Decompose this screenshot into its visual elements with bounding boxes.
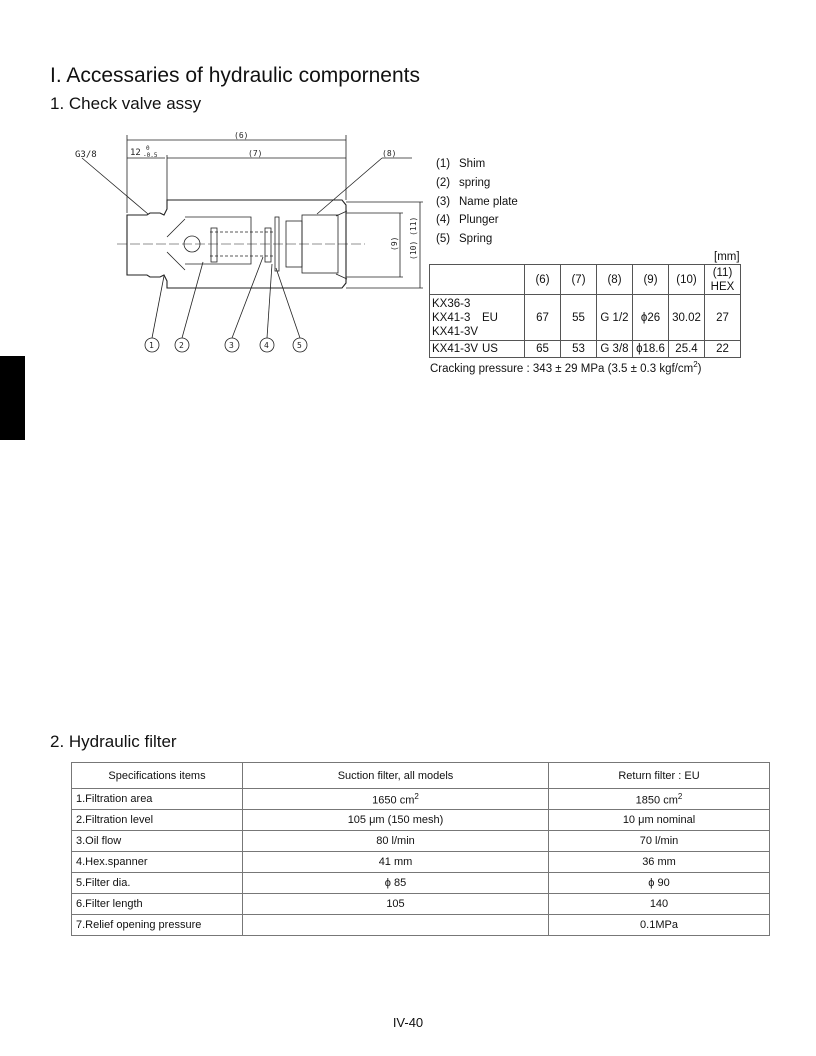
page-number: IV-40 [392, 1015, 424, 1030]
callout-circles [145, 338, 307, 352]
tol-upper: 0 [146, 145, 150, 152]
part-item: (3) Name plate [436, 195, 518, 208]
section1-heading: 1. Check valve assy [50, 94, 202, 113]
part-item: (4) Plunger [436, 214, 499, 227]
callout-2: 2 [179, 341, 184, 350]
dim-12: 12 [130, 148, 141, 158]
thread-label: G3/8 [75, 150, 97, 160]
callout-5: 5 [297, 341, 302, 350]
table-row: 2.Filtration level 105 μm (150 mesh) 10 μm nominal [72, 810, 770, 831]
dim-6-label: (6) [234, 131, 249, 140]
dim-8-label: (8) [382, 149, 397, 158]
part-item: (5) Spring [436, 233, 493, 246]
callout-1: 1 [149, 341, 154, 350]
unit-label: [mm] [714, 251, 740, 263]
tol-lower: -0.5 [143, 152, 158, 159]
section2-heading: 2. Hydraulic filter [50, 732, 177, 751]
table-row: 7.Relief opening pressure 0.1MPa [72, 915, 770, 936]
page-title: I. Accessaries of hydraulic compornents [50, 64, 421, 87]
table-row: KX36-3 KX41-3 EU KX41-3V 67 55 G 1/2 ϕ26 30.02 27 [430, 295, 741, 341]
table-row: 4.Hex.spanner 41 mm 36 mm [72, 852, 770, 873]
section-tab-marker [0, 356, 25, 440]
cracking-pressure-note: Cracking pressure : 343 ± 29 MPa (3.5 ± 0.3 kgf/$cm^2$) [430, 360, 702, 375]
callout-4: 4 [264, 341, 269, 350]
dim-7-label: (7) [248, 149, 263, 158]
dim-10-11-label: (10) (11) [409, 216, 418, 260]
filter-spec-table [71, 762, 770, 936]
part-item: (2) spring [436, 176, 491, 189]
table-header-row: Specifications items Suction filter, all models Return filter : EU [72, 763, 770, 789]
table-row: 5.Filter dia. ϕ 85 ϕ 90 [72, 873, 770, 894]
callout-3: 3 [229, 341, 234, 350]
table-header-row: (6) (7) (8) (9) (10) (11) HEX [430, 265, 741, 295]
table-row: KX41-3V US 65 53 G 3/8 ϕ18.6 25.4 22 [430, 341, 741, 358]
parts-list [436, 155, 518, 249]
table-row: 6.Filter length 105 140 [72, 894, 770, 915]
dimension-table [429, 264, 741, 358]
check-valve-drawing [60, 125, 430, 365]
table-row: 3.Oil flow 80 l/min 70 l/min [72, 831, 770, 852]
dim-9-label: (9) [390, 236, 399, 251]
table-row: 1.Filtration area 1650 $cm^2$ 1850 $cm^2$ [72, 789, 770, 810]
part-item: (1) Shim [436, 158, 486, 170]
